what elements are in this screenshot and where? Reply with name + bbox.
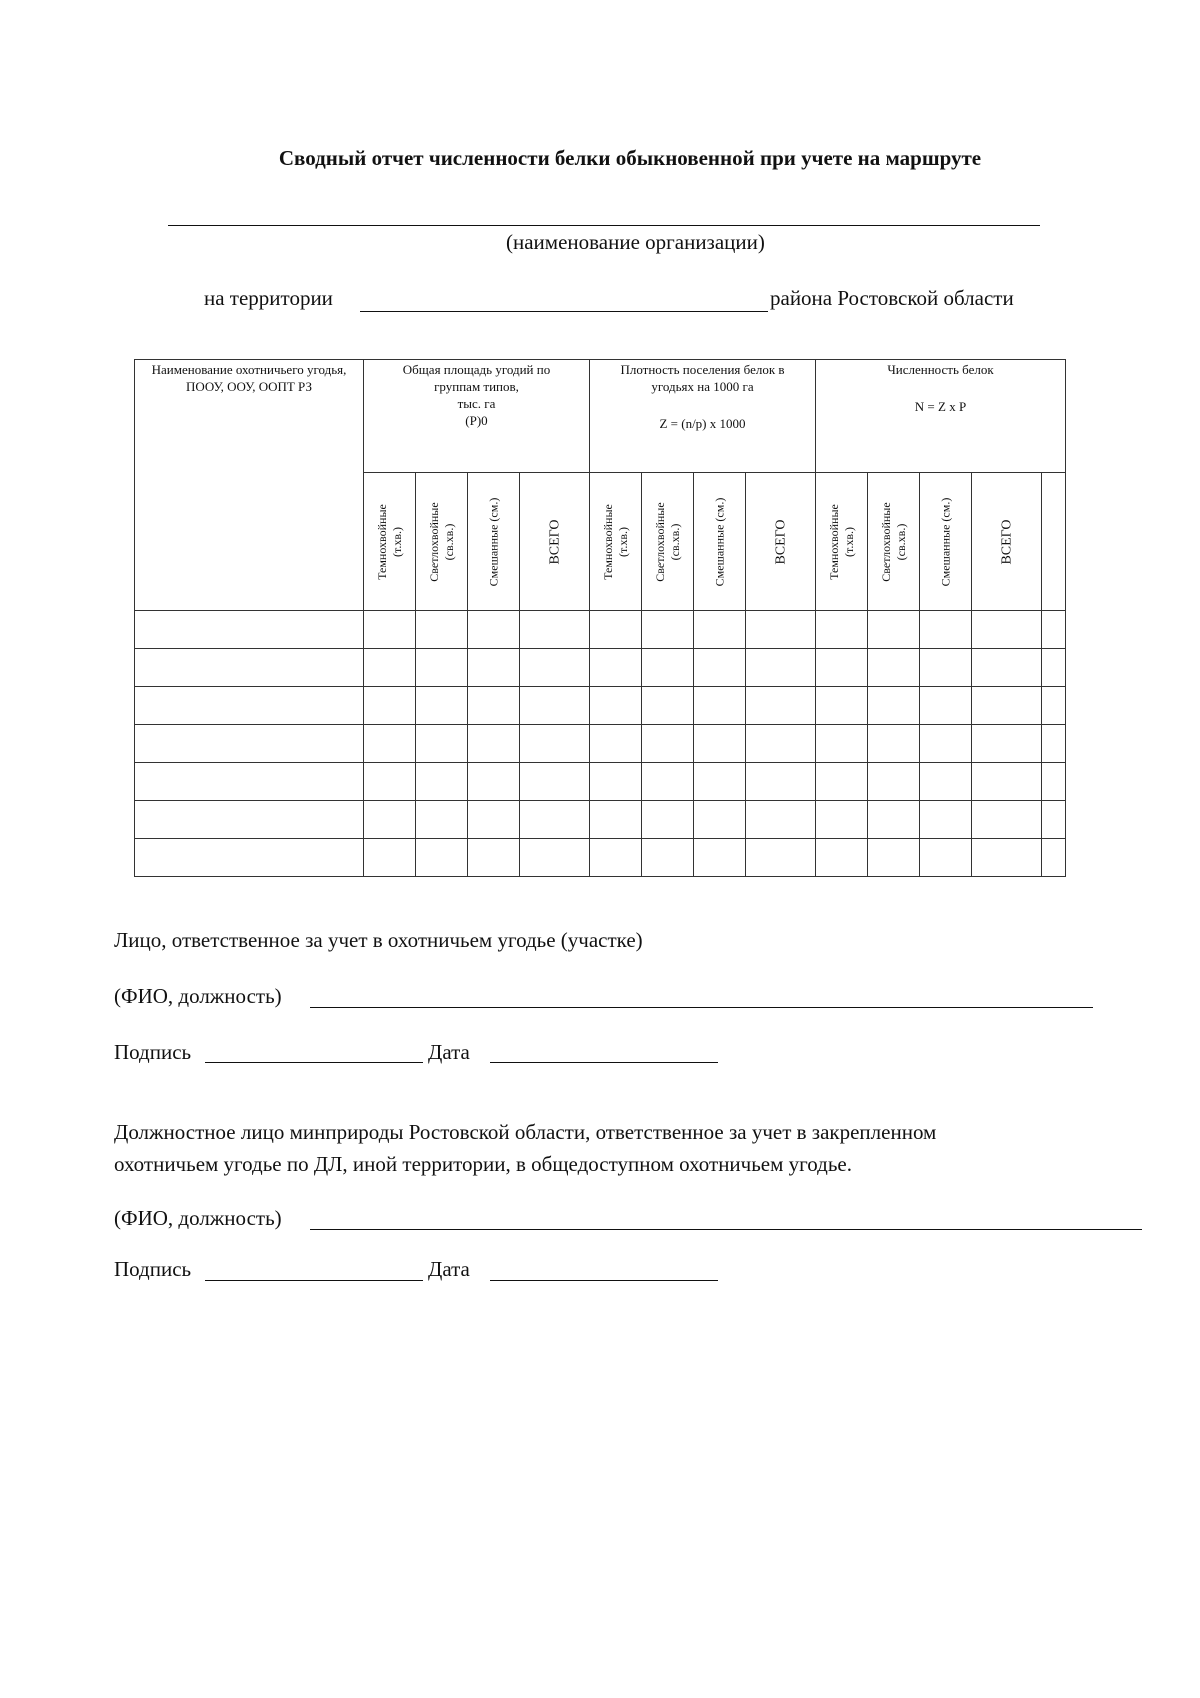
table-cell[interactable] (920, 725, 972, 763)
table-cell[interactable] (694, 611, 746, 649)
table-cell[interactable] (135, 725, 364, 763)
table-cell[interactable] (590, 763, 642, 801)
official-heading-line2: охотничьем угодье по ДЛ, иной территории, в общедоступном охотничьем угодье. (114, 1152, 852, 1176)
page-title: Сводный отчет численности белки обыкновенной при учете на маршруте (278, 146, 982, 170)
table-cell[interactable] (694, 687, 746, 725)
table-cell[interactable] (972, 611, 1042, 649)
table-cell[interactable] (1042, 725, 1066, 763)
table-cell[interactable] (694, 763, 746, 801)
table-cell[interactable] (694, 725, 746, 763)
sub-count-light: Светлохвойные (св.хв.) (868, 473, 920, 611)
table-cell[interactable] (590, 725, 642, 763)
table-row (135, 763, 1066, 801)
header-area-l2: группам типов, (434, 378, 519, 394)
table-cell[interactable] (746, 801, 816, 839)
table-cell[interactable] (468, 801, 520, 839)
table-cell[interactable] (590, 839, 642, 877)
table-cell[interactable] (364, 763, 416, 801)
table-cell[interactable] (746, 725, 816, 763)
responsible-sign-label: Подпись (114, 1040, 192, 1064)
table-cell[interactable] (816, 611, 868, 649)
table-cell[interactable] (1042, 611, 1066, 649)
header-area-cell (364, 360, 590, 473)
sub-density-dark: Темнохвойные (т.хв.) (590, 473, 642, 611)
table-cell[interactable] (642, 839, 694, 877)
table-body (135, 611, 1066, 877)
table-cell[interactable] (868, 725, 920, 763)
sub-area-mixed: Смешанные (см.) (468, 473, 520, 611)
table-cell[interactable] (816, 725, 868, 763)
density-formula: Z = (n/p) x 1000 (659, 415, 746, 431)
count-formula: N = Z x P (914, 398, 967, 414)
table-row (135, 687, 1066, 725)
table-cell[interactable] (135, 839, 364, 877)
table-cell[interactable] (520, 649, 590, 687)
table-cell[interactable] (135, 687, 364, 725)
table-cell[interactable] (920, 649, 972, 687)
official-fio-blank[interactable] (310, 1229, 1142, 1230)
table-cell[interactable] (816, 839, 868, 877)
header-count-cell (816, 360, 1066, 473)
table-row (135, 725, 1066, 763)
sub-count-total: ВСЕГО (972, 473, 1042, 611)
table-cell[interactable] (416, 687, 468, 725)
official-date-blank[interactable] (490, 1280, 718, 1281)
official-sign-label: Подпись (114, 1257, 192, 1281)
table-cell[interactable] (364, 801, 416, 839)
table-cell[interactable] (868, 687, 920, 725)
table-cell[interactable] (816, 687, 868, 725)
table-cell[interactable] (920, 801, 972, 839)
table-cell[interactable] (642, 801, 694, 839)
table-cell[interactable] (364, 611, 416, 649)
table-cell[interactable] (590, 611, 642, 649)
official-fio-label: (ФИО, должность) (114, 1206, 282, 1230)
table-cell[interactable] (868, 839, 920, 877)
table-cell[interactable] (746, 611, 816, 649)
sub-density-mixed: Смешанные (см.) (694, 473, 746, 611)
table-cell[interactable] (590, 687, 642, 725)
table-cell[interactable] (746, 649, 816, 687)
sub-density-light: Светлохвойные (св.хв.) (642, 473, 694, 611)
table-cell[interactable] (920, 611, 972, 649)
table-cell[interactable] (416, 839, 468, 877)
table-cell[interactable] (972, 725, 1042, 763)
table-cell[interactable] (694, 801, 746, 839)
header-density-l1: Плотность поселения белок в (620, 362, 785, 377)
table-cell[interactable] (520, 725, 590, 763)
sub-count-mixed: Смешанные (см.) (920, 473, 972, 611)
table-row (135, 611, 1066, 649)
table-cell[interactable] (468, 611, 520, 649)
table-cell[interactable] (694, 649, 746, 687)
table-cell[interactable] (642, 611, 694, 649)
table-cell[interactable] (920, 763, 972, 801)
table-cell[interactable] (520, 763, 590, 801)
table-cell[interactable] (135, 801, 364, 839)
responsible-fio-label: (ФИО, должность) (114, 984, 282, 1008)
table-cell[interactable] (868, 801, 920, 839)
header-density-cell (590, 360, 816, 473)
organization-blank[interactable] (168, 225, 1040, 226)
table-cell[interactable] (1042, 687, 1066, 725)
table-cell[interactable] (416, 801, 468, 839)
responsible-heading: Лицо, ответственное за учет в охотничьем угодье (участке) (114, 928, 643, 952)
organization-caption: (наименование организации) (506, 230, 765, 254)
table-row (135, 801, 1066, 839)
table-cell[interactable] (364, 649, 416, 687)
header-area-l4: (P)0 (465, 412, 488, 428)
table-cell[interactable] (816, 801, 868, 839)
table-cell[interactable] (520, 839, 590, 877)
table-cell[interactable] (416, 725, 468, 763)
table-cell[interactable] (468, 725, 520, 763)
table-cell[interactable] (920, 839, 972, 877)
table-cell[interactable] (642, 649, 694, 687)
header-name-cell (135, 360, 364, 611)
report-table (134, 359, 1066, 877)
table-cell[interactable] (694, 839, 746, 877)
header-count-l1: Численность белок (887, 362, 994, 377)
table-cell[interactable] (746, 839, 816, 877)
responsible-date-blank[interactable] (490, 1062, 718, 1063)
table-cell[interactable] (416, 649, 468, 687)
header-area-l3: тыс. га (457, 395, 496, 411)
table-cell[interactable] (135, 611, 364, 649)
table-cell[interactable] (520, 687, 590, 725)
territory-prefix: на территории (204, 286, 333, 310)
table-cell[interactable] (364, 725, 416, 763)
table-cell[interactable] (920, 687, 972, 725)
table-cell[interactable] (1042, 801, 1066, 839)
table-cell[interactable] (364, 839, 416, 877)
table-cell[interactable] (364, 687, 416, 725)
sub-extra-cell (1042, 473, 1066, 611)
table-cell[interactable] (1042, 839, 1066, 877)
table-cell[interactable] (746, 687, 816, 725)
official-sign-blank[interactable] (205, 1280, 423, 1281)
table-cell[interactable] (135, 649, 364, 687)
table-cell[interactable] (972, 839, 1042, 877)
sub-area-total: ВСЕГО (520, 473, 590, 611)
table-cell[interactable] (746, 763, 816, 801)
sub-area-dark: Темнохвойные (т.хв.) (364, 473, 416, 611)
official-heading-line1: Должностное лицо минприроды Ростовской области, ответственное за учет в закрепленном (114, 1120, 937, 1144)
table-cell[interactable] (468, 763, 520, 801)
table-cell[interactable] (972, 763, 1042, 801)
table-cell[interactable] (868, 611, 920, 649)
responsible-sign-blank[interactable] (205, 1062, 423, 1063)
table-cell[interactable] (520, 611, 590, 649)
table-cell[interactable] (468, 687, 520, 725)
table-cell[interactable] (816, 763, 868, 801)
official-date-label: Дата (428, 1257, 470, 1281)
table-row (135, 839, 1066, 877)
table-cell[interactable] (468, 839, 520, 877)
table-cell[interactable] (642, 687, 694, 725)
header-name: Наименование охотничьего угодья, ПООУ, ООУ, ООПТ РЗ (151, 362, 347, 394)
table-cell[interactable] (972, 649, 1042, 687)
sub-area-light: Светлохвойные (св.хв.) (416, 473, 468, 611)
table-cell[interactable] (590, 801, 642, 839)
sub-density-total: ВСЕГО (746, 473, 816, 611)
table-cell[interactable] (1042, 649, 1066, 687)
table-cell[interactable] (416, 763, 468, 801)
header-density-l2: угодьях на 1000 га (651, 378, 754, 394)
table-cell[interactable] (868, 763, 920, 801)
table-cell[interactable] (642, 725, 694, 763)
table-cell[interactable] (868, 649, 920, 687)
table-row (135, 649, 1066, 687)
table-cell[interactable] (135, 763, 364, 801)
table-cell[interactable] (1042, 763, 1066, 801)
table-cell[interactable] (520, 801, 590, 839)
territory-blank[interactable] (360, 311, 768, 312)
table-cell[interactable] (972, 801, 1042, 839)
table-cell[interactable] (972, 687, 1042, 725)
header-area-l1: Общая площадь угодий по (402, 362, 551, 377)
table-cell[interactable] (416, 611, 468, 649)
table-cell[interactable] (816, 649, 868, 687)
sub-count-dark: Темнохвойные (т.хв.) (816, 473, 868, 611)
table-cell[interactable] (642, 763, 694, 801)
territory-suffix: района Ростовской области (770, 286, 1014, 310)
responsible-date-label: Дата (428, 1040, 470, 1064)
table-cell[interactable] (468, 649, 520, 687)
table-cell[interactable] (590, 649, 642, 687)
responsible-fio-blank[interactable] (310, 1007, 1093, 1008)
